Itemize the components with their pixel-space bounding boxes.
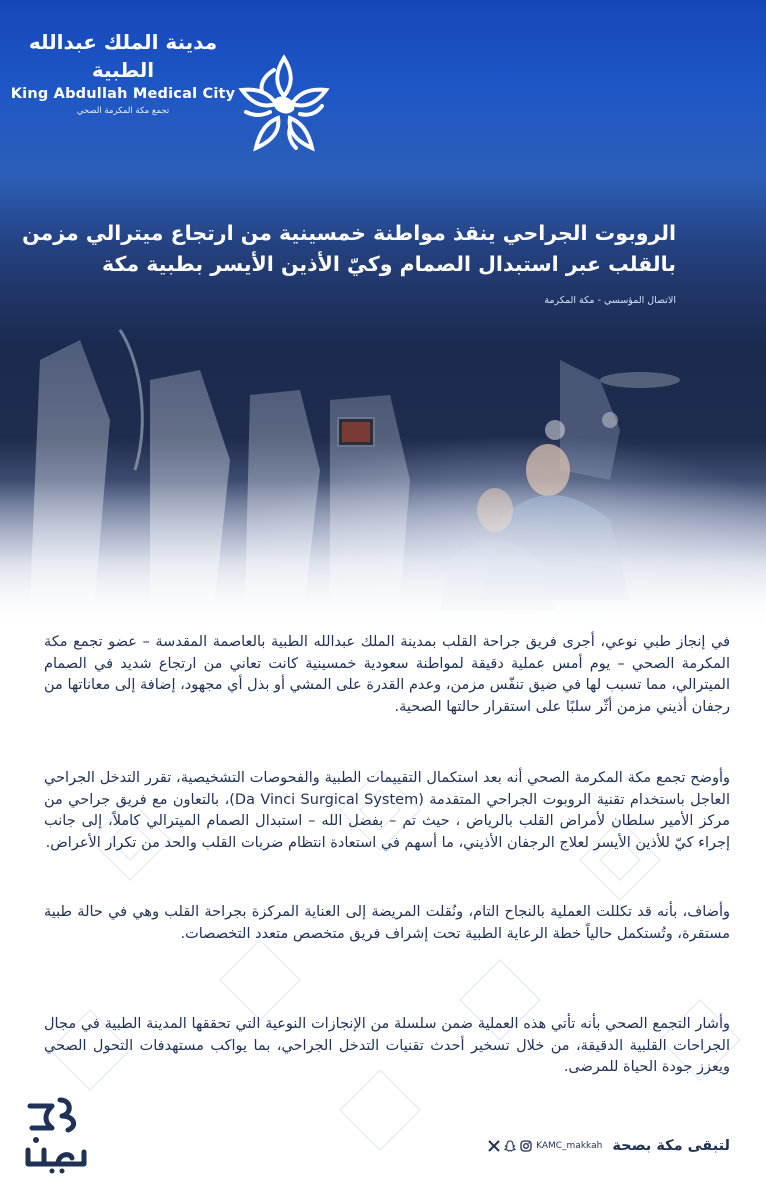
paragraph: وأشار التجمع الصحي بأنه تأتي هذه العملية ضمن سلسلة من الإنجازات النوعية التي تحققها المدينة الطبية في مجال الجراحات القلبية الدقيقة، من خلال تسخير أحدث تقنيات التدخل الجراحي، بما يواكب مستهدفات التحول الصحي ويعزز جودة الحياة للمرضى. xyxy=(44,1016,730,1075)
instagram-icon[interactable] xyxy=(520,1140,532,1152)
footer-social xyxy=(488,1138,730,1154)
snapchat-icon[interactable] xyxy=(504,1140,516,1152)
article-header xyxy=(22,218,676,308)
paragraph: وأوضح تجمع مكة المكرمة الصحي أنه بعد استكمال التقييمات الطبية والفحوصات التشخيصية، تقرر التدخل الجراحي العاجل باستخدام تقنية الروبوت الجراحي المتقدمة (Da Vinci Surgical System)، بالتعاون مع فريق جراحي من مركز الأمير سلطان لأمراض القلب بالرياض ، حيث تم – بفضل الله – استبدال الصمام الميترالي كاملاً، إلى جانب إجراء كيّ للأذين الأيسر لعلاج الرجفان الأذيني، ما أسهم في استعادة انتظام ضربات القلب والحد من تكرار الأعراض. xyxy=(44,770,730,851)
logo-name-arabic: مدينة الملك عبدالله الطبية xyxy=(28,30,218,82)
paragraph: وأضاف، بأنه قد تكللت العملية بالنجاح التام، ونُقلت المريضة إلى العناية المركزة بجراحة القلب وهي في حالة طبية مستقرة، وتُستكمل حالياً خطة الرعاية الطبية تحت إشراف فريق متخصص متعدد التخصصات. xyxy=(44,904,730,942)
article-source: الاتصال المؤسسي - مكة المكرمة xyxy=(544,295,676,306)
campaign-tagline: لتبقى مكة بصحة xyxy=(612,1138,730,1154)
paragraph: في إنجاز طبي نوعي، أجرى فريق جراحة القلب بمدينة الملك عبدالله الطبية بالعاصمة المقدسة – عضو تجمع مكة المكرمة الصحي – يوم أمس عملية دقيقة لمواطنة سعودية خمسينية كانت تعاني من ارتجاع شديد في الصمام الميترالي، مما تسبب لها في ضيق تنفّس مزمن، وعدم القدرة على المشي أو بذل أي مجهود، إضافة إلى معاناتها من رجفان أذيني مزمن أثّر سلبًا على استقرار حالتها الصحية. xyxy=(44,634,730,715)
hero-fade xyxy=(0,480,766,625)
x-icon[interactable] xyxy=(488,1140,500,1152)
kamc-logo xyxy=(8,28,238,118)
logo-subtitle: تجمع مكة المكرمة الصحي xyxy=(76,106,170,116)
hajj-health-campaign-logo xyxy=(22,1092,92,1174)
social-links xyxy=(488,1140,602,1152)
kamc-emblem-icon xyxy=(234,52,334,158)
article-title-line-1: الروبوت الجراحي ينقذ مواطنة خمسينية من ارتجاع ميترالي مزمن xyxy=(22,221,676,245)
logo-name-english: King Abdullah Medical City xyxy=(10,86,236,102)
social-handle[interactable]: KAMC_makkah xyxy=(536,1141,603,1151)
article-title-line-2: بالقلب عبر استبدال الصمام وكيّ الأذين الأيسر بطبية مكة xyxy=(102,252,676,276)
